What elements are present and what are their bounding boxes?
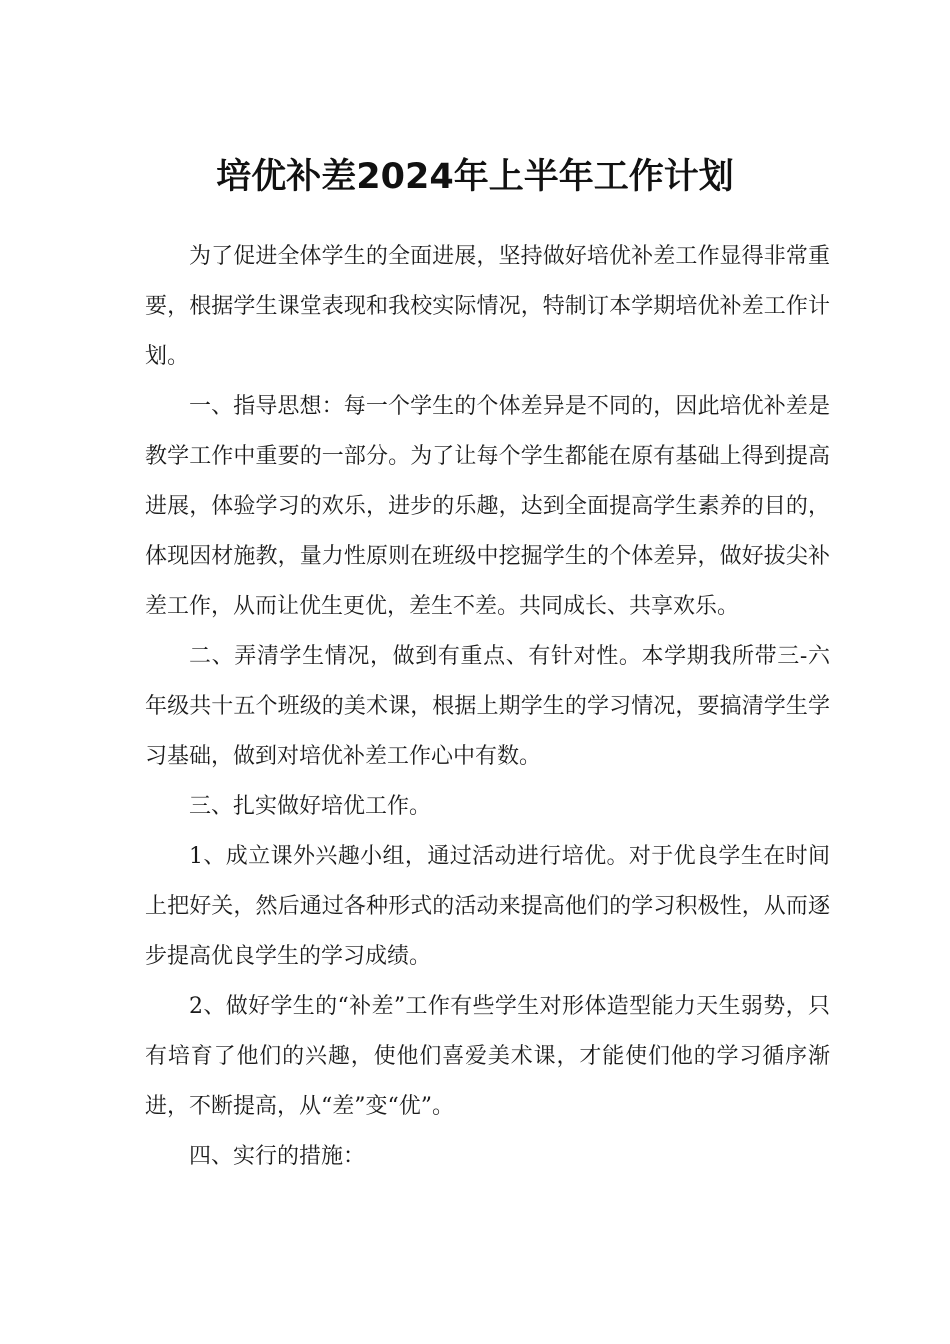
document-title: 培优补差2024年上半年工作计划 bbox=[216, 157, 734, 198]
paragraph-student-situation: 二、弄清学生情况，做到有重点、有针对性。本学期我所带三-六年级共十五个班级的美术课，根据上期学生的学习情况，要搞清学生学习基础，做到对培优补差工作心中有数。 bbox=[145, 644, 830, 769]
paragraph-section-three-heading: 三、扎实做好培优工作。 bbox=[189, 794, 432, 819]
paragraph-item-one: 1、成立课外兴趣小组，通过活动进行培优。对于优良学生在时间上把好关，然后通过各种形式的活动来提高他们的学习积极性，从而逐步提高优良学生的学习成绩。 bbox=[145, 844, 830, 969]
document-body bbox=[145, 232, 830, 1182]
paragraph-intro: 为了促进全体学生的全面进展，坚持做好培优补差工作显得非常重要，根据学生课堂表现和我校实际情况，特制订本学期培优补差工作计划。 bbox=[145, 244, 830, 369]
paragraph-section-four-heading: 四、实行的措施： bbox=[189, 1144, 366, 1169]
paragraph-item-two: 2、做好学生的“补差”工作有些学生对形体造型能力天生弱势，只有培育了他们的兴趣，使他们喜爱美术课，才能使们他的学习循序渐进，不断提高，从“差”变“优”。 bbox=[145, 994, 830, 1119]
paragraph-guiding-ideology: 一、指导思想：每一个学生的个体差异是不同的，因此培优补差是教学工作中重要的一部分。为了让每个学生都能在原有基础上得到提高进展，体验学习的欢乐，进步的乐趣，达到全面提高学生素养的目的，体现因材施教，量力性原则在班级中挖掘学生的个体差异，做好拔尖补差工作，从而让优生更优，差生不差。共同成长、共享欢乐。 bbox=[145, 394, 830, 619]
